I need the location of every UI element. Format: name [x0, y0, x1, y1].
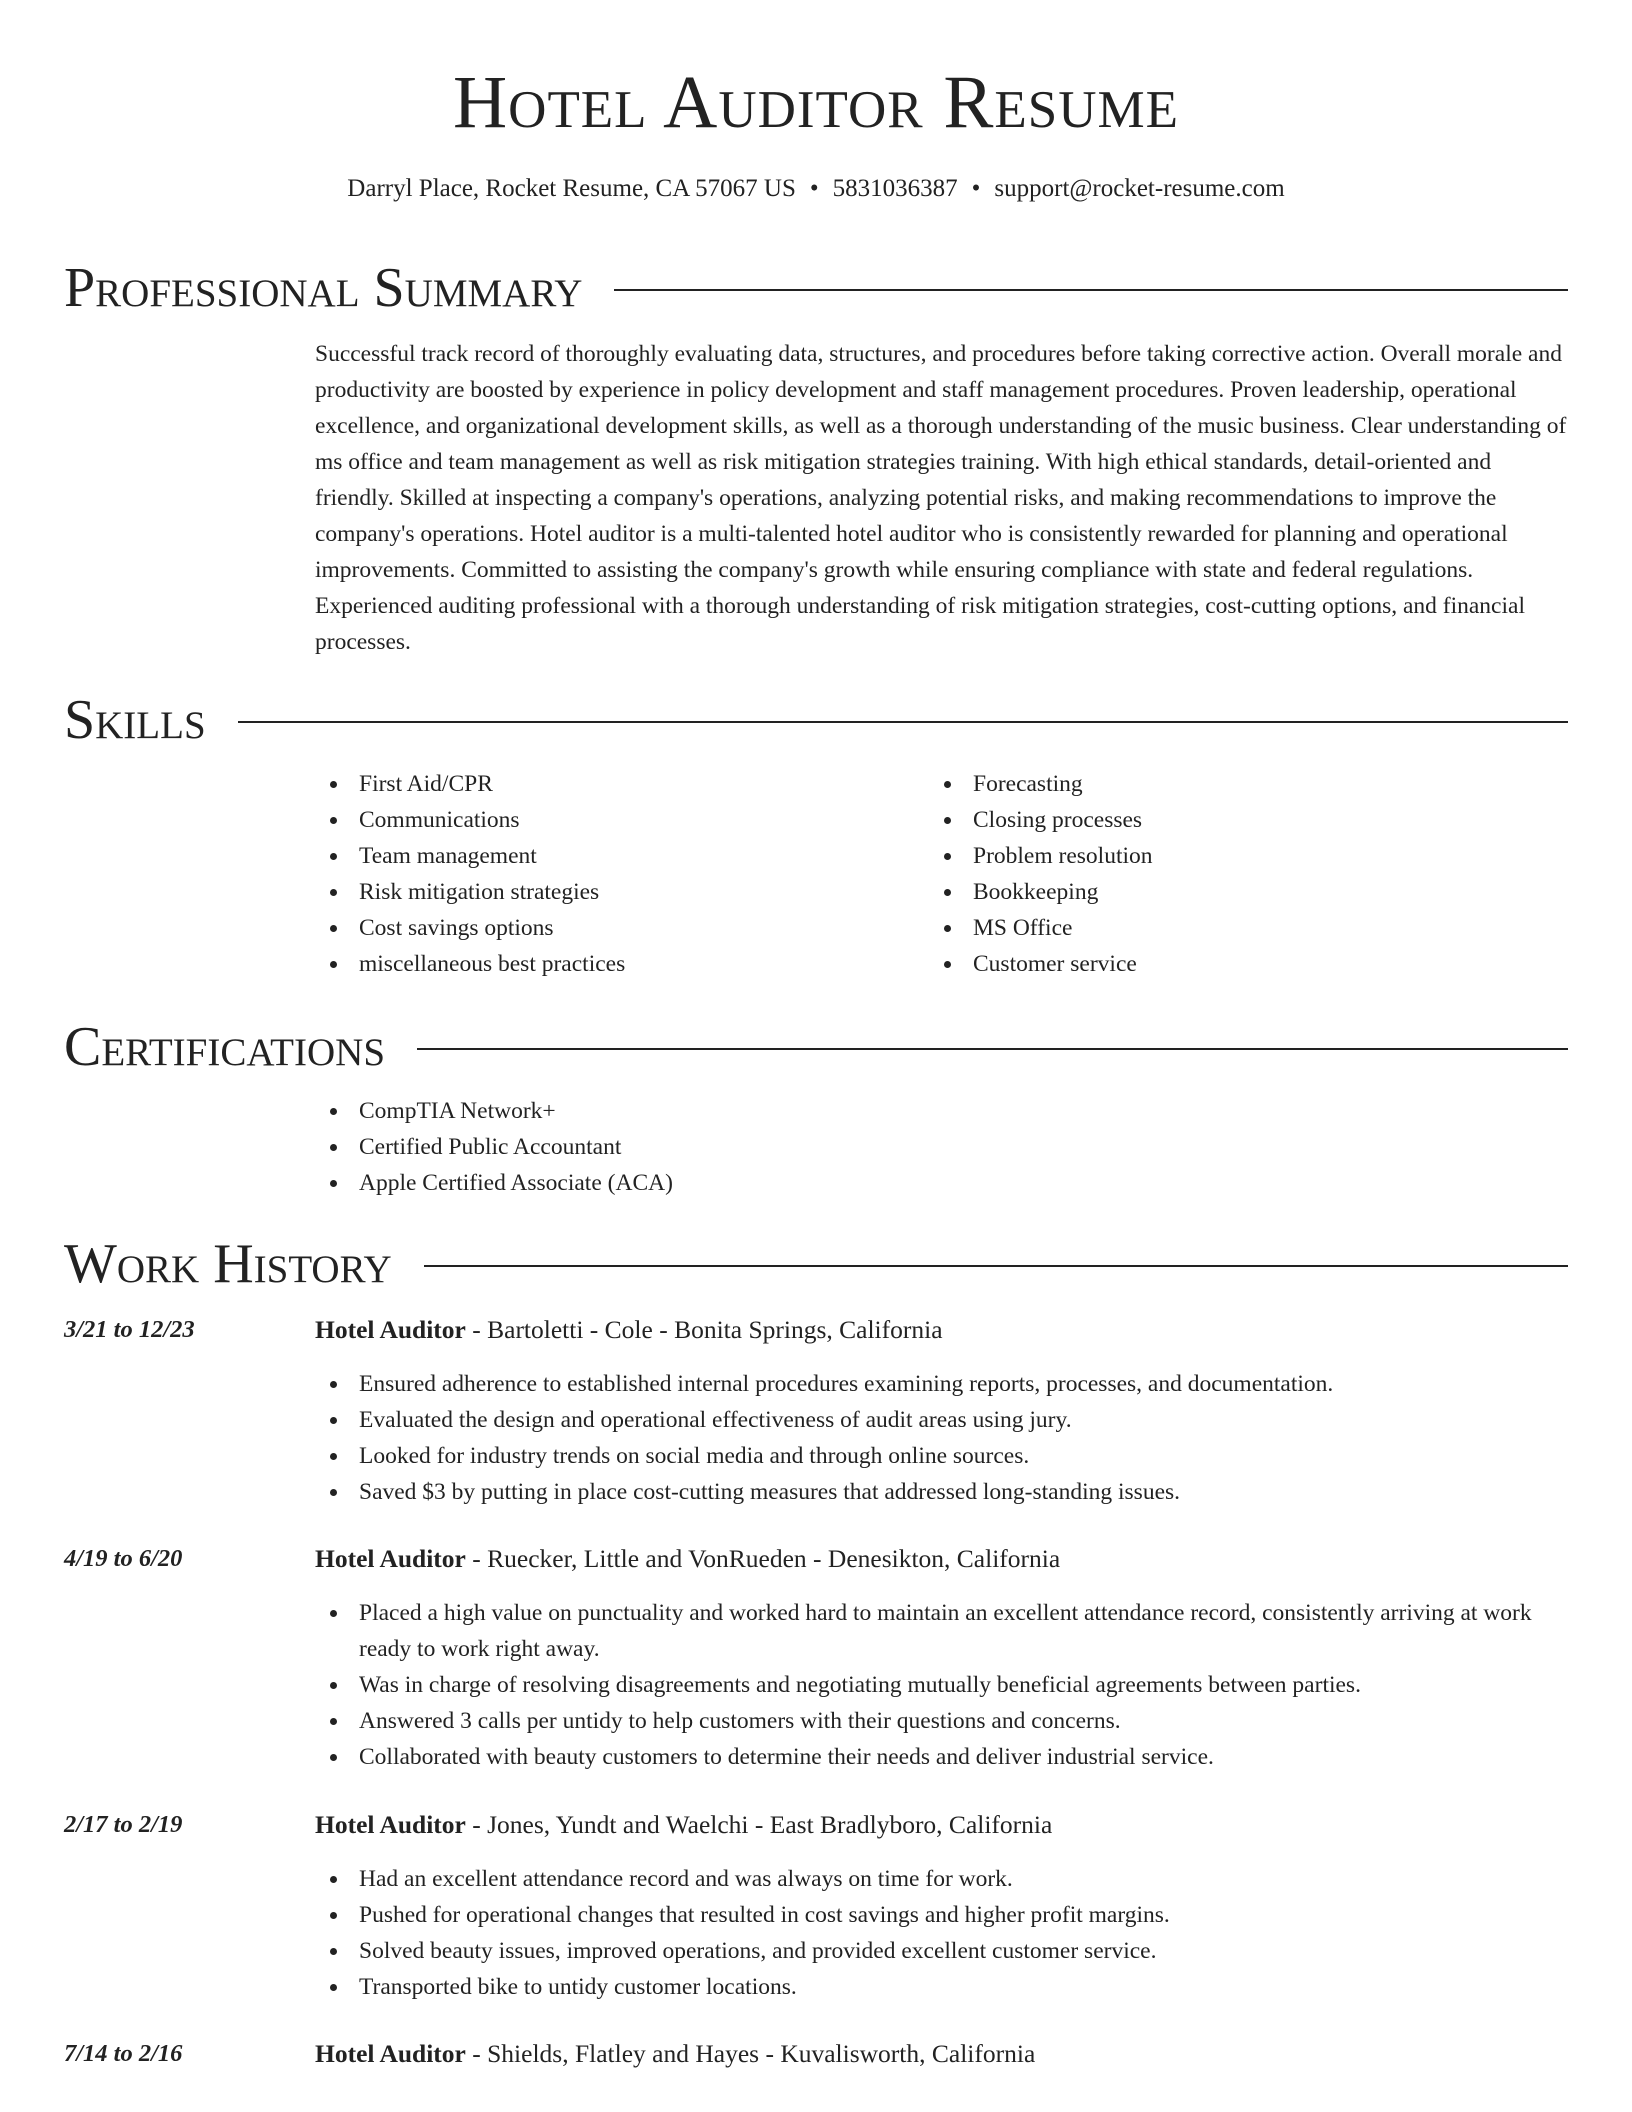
skill-item: Communications	[315, 802, 915, 838]
section-divider	[417, 1048, 1568, 1050]
skill-item: MS Office	[929, 910, 1529, 946]
job-dates: 7/14 to 2/16	[64, 2040, 183, 2067]
section-title: Skills	[64, 689, 206, 751]
job-employer: - Ruecker, Little and VonRueden - Denesikton, California	[465, 1544, 1061, 1573]
skill-item: Closing processes	[929, 802, 1529, 838]
section-work-history	[64, 1232, 1568, 1296]
section-title: Certifications	[64, 1016, 386, 1078]
job-bullets	[315, 1366, 1568, 1510]
job-role: Hotel Auditor	[315, 1544, 466, 1573]
contact-separator: •	[809, 175, 819, 202]
skill-item: Bookkeeping	[929, 874, 1529, 910]
skills-column-left	[315, 766, 915, 982]
section-certifications	[64, 1015, 1568, 1079]
skill-item: Customer service	[929, 946, 1529, 982]
contact-address: Darryl Place, Rocket Resume, CA 57067 US	[347, 175, 796, 202]
job-bullet: Pushed for operational changes that resulted in cost savings and higher profit margins.	[315, 1897, 1568, 1933]
skills-list	[929, 766, 1529, 982]
section-divider	[614, 289, 1568, 291]
job-dates: 3/21 to 12/23	[64, 1316, 195, 1343]
skill-item: Cost savings options	[315, 910, 915, 946]
job-heading	[315, 2036, 1035, 2072]
job-bullets	[315, 1595, 1568, 1775]
job-bullet: Saved $3 by putting in place cost-cutting measures that addressed long-standing issues.	[315, 1474, 1568, 1510]
summary-text: Successful track record of thoroughly evaluating data, structures, and procedures before taking corrective action. Overall morale and productivity are boosted by experience in policy development and staff management procedures. Proven leadership, operational excellence, and organizational development skills, as well as a thorough understanding of the music business. Clear understanding of ms office and team management as well as risk mitigation strategies training. With high ethical standards, detail-oriented and friendly. Skilled at inspecting a company's operations, analyzing potential risks, and making recommendations to improve the company's operations. Hotel auditor is a multi-talented hotel auditor who is consistently rewarded for planning and operational improvements. Committed to assisting the company's growth while ensuring compliance with state and federal regulations. Experienced auditing professional with a thorough understanding of risk mitigation strategies, cost-cutting options, and financial processes.	[315, 341, 1567, 655]
skill-item: Risk mitigation strategies	[315, 874, 915, 910]
job-role: Hotel Auditor	[315, 1315, 466, 1344]
job-employer: - Shields, Flatley and Hayes - Kuvalisworth, California	[465, 2039, 1036, 2068]
job-bullet: Placed a high value on punctuality and worked hard to maintain an excellent attendance record, consistently arriving at work ready to work right away.	[315, 1595, 1568, 1667]
job-dates: 2/17 to 2/19	[64, 1811, 183, 1838]
section-skills	[64, 688, 1568, 752]
job-bullet: Was in charge of resolving disagreements and negotiating mutually beneficial agreements between parties.	[315, 1667, 1568, 1703]
job-bullet: Collaborated with beauty customers to determine their needs and deliver industrial service.	[315, 1739, 1568, 1775]
contact-email: support@rocket-resume.com	[994, 175, 1285, 202]
skill-item: miscellaneous best practices	[315, 946, 915, 982]
certifications-block	[315, 1093, 1515, 1201]
section-title: Work History	[64, 1233, 392, 1295]
job-heading	[315, 1807, 1052, 1843]
skill-item: Forecasting	[929, 766, 1529, 802]
job-bullet: Answered 3 calls per untidy to help customers with their questions and concerns.	[315, 1703, 1568, 1739]
skill-item: Problem resolution	[929, 838, 1529, 874]
skills-list	[315, 766, 915, 982]
job-bullet: Ensured adherence to established internal procedures examining reports, processes, and documentation.	[315, 1366, 1568, 1402]
job-bullet: Looked for industry trends on social media and through online sources.	[315, 1438, 1568, 1474]
job-bullet: Solved beauty issues, improved operations, and provided excellent customer service.	[315, 1933, 1568, 1969]
certification-item: CompTIA Network+	[315, 1093, 1515, 1129]
job-bullet: Had an excellent attendance record and was always on time for work.	[315, 1861, 1568, 1897]
section-professional-summary	[64, 256, 1568, 320]
skills-column-right	[929, 766, 1529, 982]
job-role: Hotel Auditor	[315, 2039, 466, 2068]
section-title: Professional Summary	[64, 257, 583, 319]
certification-item: Apple Certified Associate (ACA)	[315, 1165, 1515, 1201]
contact-line	[0, 172, 1632, 206]
job-bullets	[315, 1861, 1568, 2005]
job-employer: - Bartoletti - Cole - Bonita Springs, California	[465, 1315, 943, 1344]
section-divider	[424, 1265, 1568, 1267]
contact-phone: 5831036387	[832, 175, 958, 202]
job-bullet: Transported bike to untidy customer locations.	[315, 1969, 1568, 2005]
job-dates: 4/19 to 6/20	[64, 1545, 183, 1572]
job-employer: - Jones, Yundt and Waelchi - East Bradlyboro, California	[465, 1810, 1053, 1839]
job-heading	[315, 1312, 943, 1348]
certification-item: Certified Public Accountant	[315, 1129, 1515, 1165]
job-role: Hotel Auditor	[315, 1810, 466, 1839]
skill-item: Team management	[315, 838, 915, 874]
contact-separator: •	[971, 175, 981, 202]
resume-title: Hotel Auditor Resume	[453, 61, 1179, 144]
job-bullet: Evaluated the design and operational effectiveness of audit areas using jury.	[315, 1402, 1568, 1438]
section-divider	[238, 721, 1568, 723]
job-heading	[315, 1541, 1060, 1577]
skill-item: First Aid/CPR	[315, 766, 915, 802]
certifications-list	[315, 1093, 1515, 1201]
